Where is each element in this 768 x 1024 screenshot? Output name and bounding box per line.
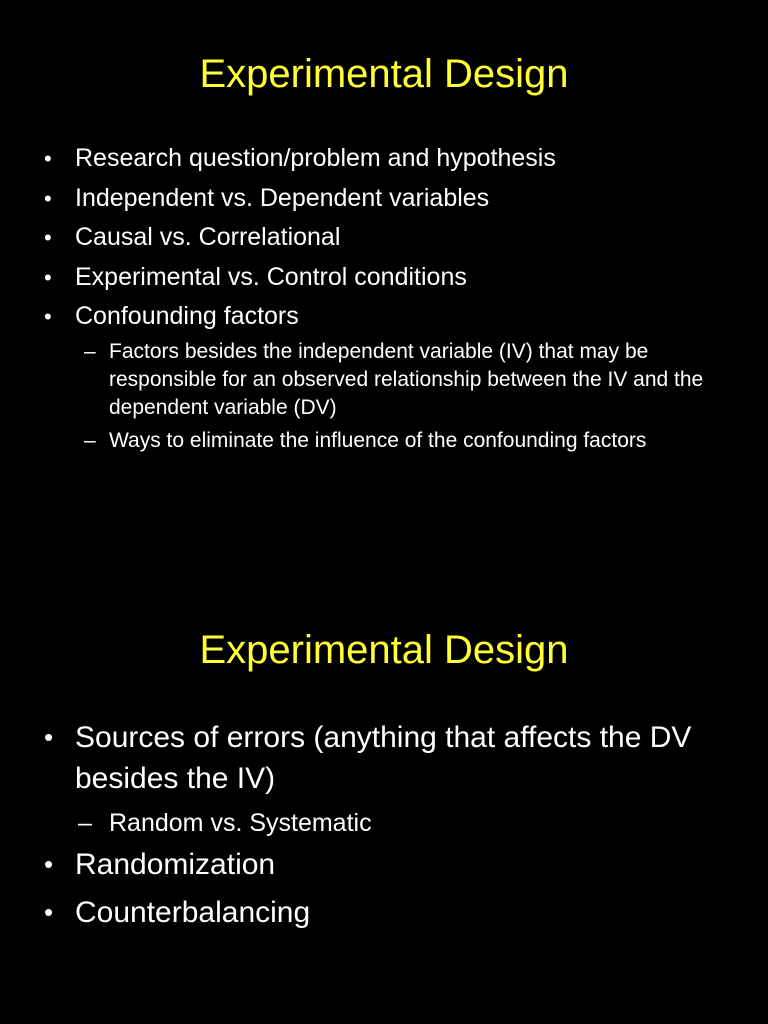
bullet-item [0,717,735,799]
dash-marker: – [84,339,96,363]
bullet-marker: • [44,185,52,211]
bullet-item [0,179,709,219]
sub-bullet-list [0,806,735,840]
bullet-text: Research question/problem and hypothesis [75,144,556,172]
sub-bullet-list [0,338,709,455]
bullet-marker: • [44,304,52,329]
bullet-marker: • [44,722,54,752]
sub-bullet-text: Factors besides the independent variable (IV) that may be responsible for an observed relationship between the IV and the dependent variable (DV) [109,339,704,419]
bullet-item [0,139,709,179]
bullet-text: Randomization [75,848,276,881]
bullet-item [0,297,709,337]
sub-bullet-text: Random vs. Systematic [109,809,372,837]
bullet-text: Causal vs. Correlational [75,223,341,251]
bullet-item [0,844,735,885]
bullet-text: Experimental vs. Control conditions [75,262,467,291]
sub-bullet-item [0,427,709,455]
slide-1-bullet-list [0,139,709,460]
sub-bullet-group [0,806,735,840]
bullet-text: Confounding factors [75,302,299,330]
slide-2-bullet-list [0,717,735,940]
sub-bullet-item [0,806,735,840]
dash-marker: – [84,428,96,452]
bullet-marker: • [44,849,54,879]
bullet-marker: • [44,225,52,250]
bullet-item [0,892,735,933]
bullet-marker: • [44,897,54,927]
dash-marker: – [78,809,92,837]
bullet-text: Sources of errors (anything that affects the DV besides the IV) [75,721,692,795]
bullet-text: Counterbalancing [75,896,311,929]
bullet-item [0,258,709,298]
sub-bullet-item [0,338,709,422]
bullet-item [0,218,709,258]
bullet-text: Independent vs. Dependent variables [75,183,490,212]
slide-2 [0,512,768,1024]
sub-bullet-group [0,338,709,455]
bullet-marker: • [44,264,52,290]
slide-2-title: Experimental Design [199,628,569,672]
sub-bullet-text: Ways to eliminate the influence of the confounding factors [109,428,647,452]
slide-1-title: Experimental Design [199,52,569,96]
bullet-marker: • [44,146,52,171]
